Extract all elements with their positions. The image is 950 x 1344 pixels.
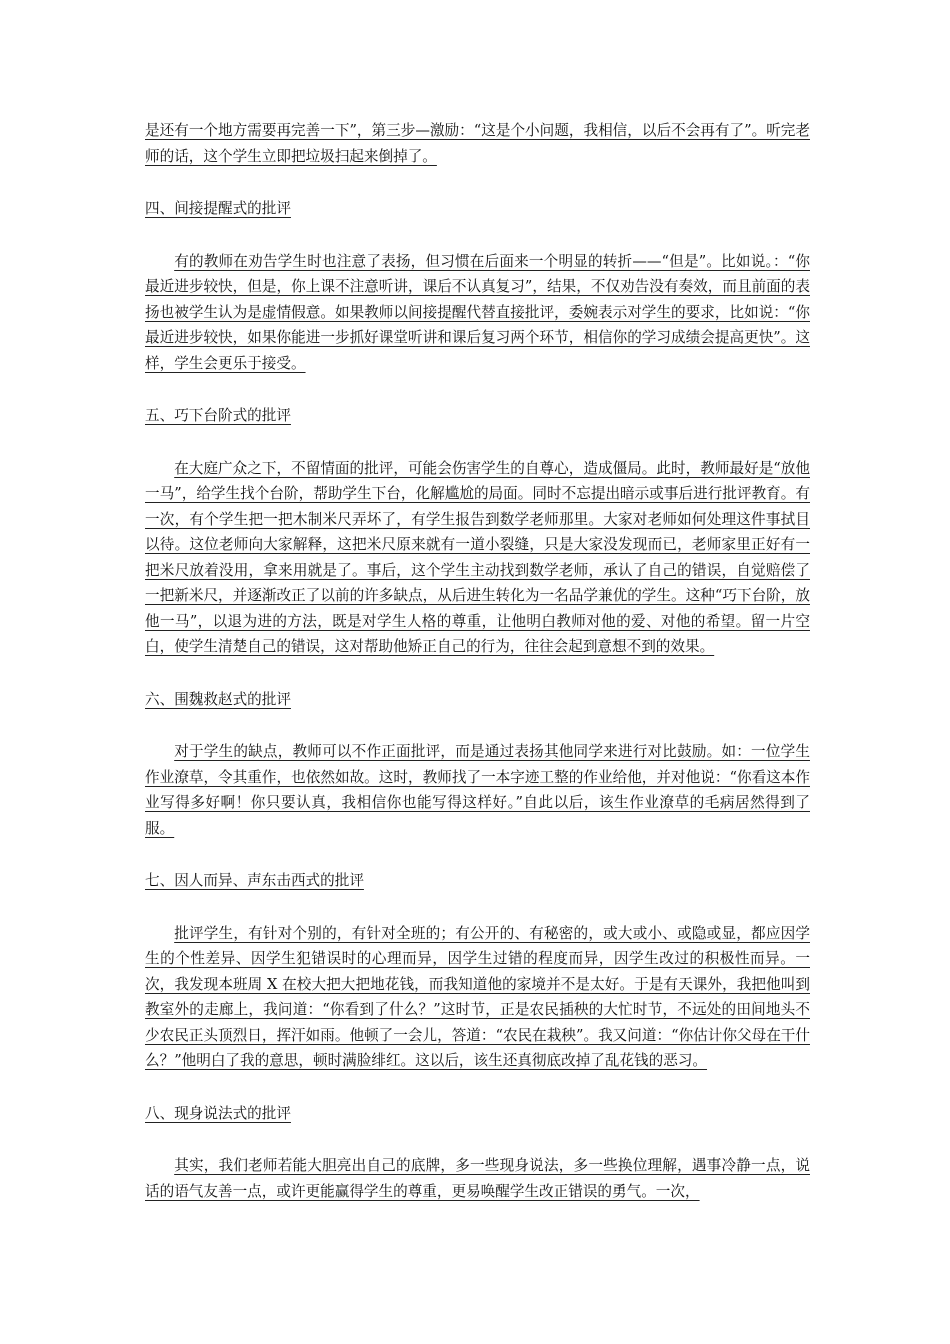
paragraph-section-5: 在大庭广众之下，不留情面的批评，可能会伤害学生的自尊心，造成僵局。此时，教师最好是“放他一马”，给学生找个台阶，帮助学生下台，化解尴尬的局面。同时不忘提出暗示或事后进行批评教育。有一次，有个学生把一把木制米尺弄坏了，有学生报告到数学老师那里。大家对老师如何处理这件事拭目以待。这位老师向大家解释，这把米尺原来就有一道小裂缝，只是大家没发现而已，老师家里正好有一把米尺放着没用，拿来用就是了。事后，这个学生主动找到数学老师，承认了自己的错误，自觉赔偿了一把新米尺，并逐渐改正了以前的许多缺点，从后进生转化为一名品学兼优的学生。这种“巧下台阶，放他一马”，以退为进的方法，既是对学生人格的尊重，让他明白教师对他的爱、对他的希望。留一片空白，使学生清楚自己的错误，这对帮助他矫正自己的行为，往往会起到意想不到的效果。	[145, 459, 810, 655]
section-heading-7: 七、因人而异、声东击西式的批评	[145, 872, 364, 889]
document-page	[145, 118, 810, 1204]
paragraph-section-8: 其实，我们老师若能大胆亮出自己的底牌，多一些现身说法，多一些换位理解，遇事冷静一点，说话的语气友善一点，或许更能赢得学生的尊重，更易唤醒学生改正错误的勇气。一次，	[145, 1157, 810, 1200]
paragraph-section-4: 有的教师在劝告学生时也注意了表扬，但习惯在后面来一个明显的转折——“但是”。比如说。：“你最近进步较快，但是，你上课不注意听讲，课后不认真复习”，结果，不仅劝告没有奏效，而且前面的表扬也被学生认为是虚情假意。如果教师以间接提醒代替直接批评，委婉表示对学生的要求，比如说：“你最近进步较快，如果你能进一步抓好课堂听讲和课后复习两个环节，相信你的学习成绩会提高更快”。这样，学生会更乐于接受。	[145, 252, 810, 372]
section-heading-4: 四、间接提醒式的批评	[145, 200, 291, 217]
section-heading-5: 五、巧下台阶式的批评	[145, 407, 291, 424]
section-heading-6: 六、围魏救赵式的批评	[145, 690, 291, 708]
paragraph-section-6	[145, 739, 810, 841]
paragraph-text: 对于学生的缺点，教师可以不作正面批评，而是通过表扬其他同学来进行对比鼓励。如：一位学生作业潦草，令其重作，也依然如故。这时，教师找了一本字迹工整的作业给他，并对他说：“你看这本作业写得多好啊！你只要认真，我相信你也能写得这样好。”自此以后，该生作业潦草的毛病居然得到了服。	[145, 743, 810, 837]
paragraph-text: 是还有一个地方需要再完善一下”，第三步—激励：“这是个小问题，我相信，以后不会再有了”。听完老师的话，这个学生立即把垃圾扫起来倒掉了。	[145, 122, 810, 165]
paragraph-section-7: 批评学生，有针对个别的，有针对全班的；有公开的、有秘密的，或大或小、或隐或显，都应因学生的个性差异、因学生犯错误时的心理而异，因学生过错的程度而异，因学生改过的积极性而异。一次，我发现本班周 X 在校大把大把地花钱，而我知道他的家境并不是太好。于是有天课外，我把他叫到教室外的走廊上，我问道：“你看到了什么？”这时节，正是农民插秧的大忙时节，不远处的田间地头不少农民正头顶烈日，挥汗如雨。他顿了一会儿，答道：“农民在栽秧”。我又问道：“你估计你父母在干什么？”他明白了我的意思，顿时满脸绯红。这以后，该生还真彻底改掉了乱花钱的恶习。	[145, 924, 810, 1069]
paragraph-continuation	[145, 118, 810, 169]
section-heading-8: 八、现身说法式的批评	[145, 1104, 291, 1122]
